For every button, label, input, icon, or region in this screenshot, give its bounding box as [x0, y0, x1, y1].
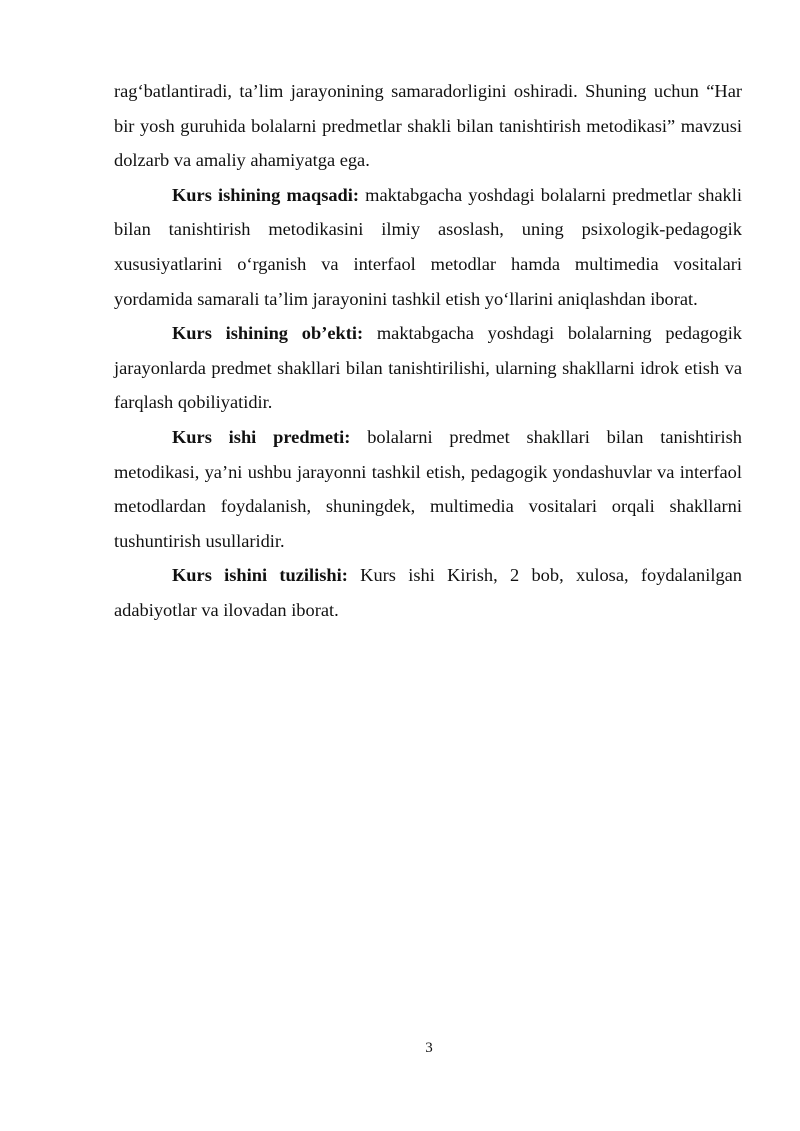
section-lead-goal: Kurs ishining maqsadi: — [172, 184, 360, 205]
section-text-goal: maktabgacha yoshdagi bolalarni predmetlar shakli bilan tanishtirish metodikasini ilmiy asoslash, uning psixologik-pedagogik xususiyatlarini o‘rganish va interfaol metodlar hamda multimedia vositalari yordamida samarali ta’lim jarayonini tashkil etish yo‘llarini aniqlashdan iborat. — [114, 184, 742, 309]
section-paragraph-subject — [114, 420, 742, 558]
section-paragraph-object — [114, 316, 742, 420]
section-lead-subject: Kurs ishi predmeti: — [172, 426, 351, 447]
section-paragraph-goal — [114, 178, 742, 316]
section-lead-structure: Kurs ishini tuzilishi: — [172, 565, 348, 586]
page-content — [114, 74, 742, 628]
section-text-object: maktabgacha yoshdagi bolalarning pedagogik jarayonlarda predmet shakllari bilan tanishtirilishi, ularning shakllarni idrok etish va farqlash qobiliyatidir. — [114, 323, 742, 413]
section-lead-object: Kurs ishining ob’ekti: — [172, 323, 364, 344]
page-number: 3 — [425, 1040, 433, 1056]
section-text-structure: Kurs ishi Kirish, 2 bob, xulosa, foydalanilgan adabiyotlar va ilovadan iborat. — [114, 565, 742, 620]
section-text-subject: bolalarni predmet shakllari bilan tanishtirish metodikasi, ya’ni ushbu jarayonni tashkil etish, pedagogik yondashuvlar va interfaol metodlardan foydalanish, shuningdek, multimedia vositalari orqali shakllarni tushuntirish usullaridir. — [114, 426, 742, 551]
section-paragraph-structure — [114, 558, 742, 627]
intro-paragraph: rag‘batlantiradi, ta’lim jarayonining samaradorligini oshiradi. Shuning uchun “Har bir yosh guruhida bolalarni predmetlar shakli bilan tanishtirish metodikasi” mavzusi dolzarb va amaliy ahamiyatga ega. — [114, 81, 742, 171]
